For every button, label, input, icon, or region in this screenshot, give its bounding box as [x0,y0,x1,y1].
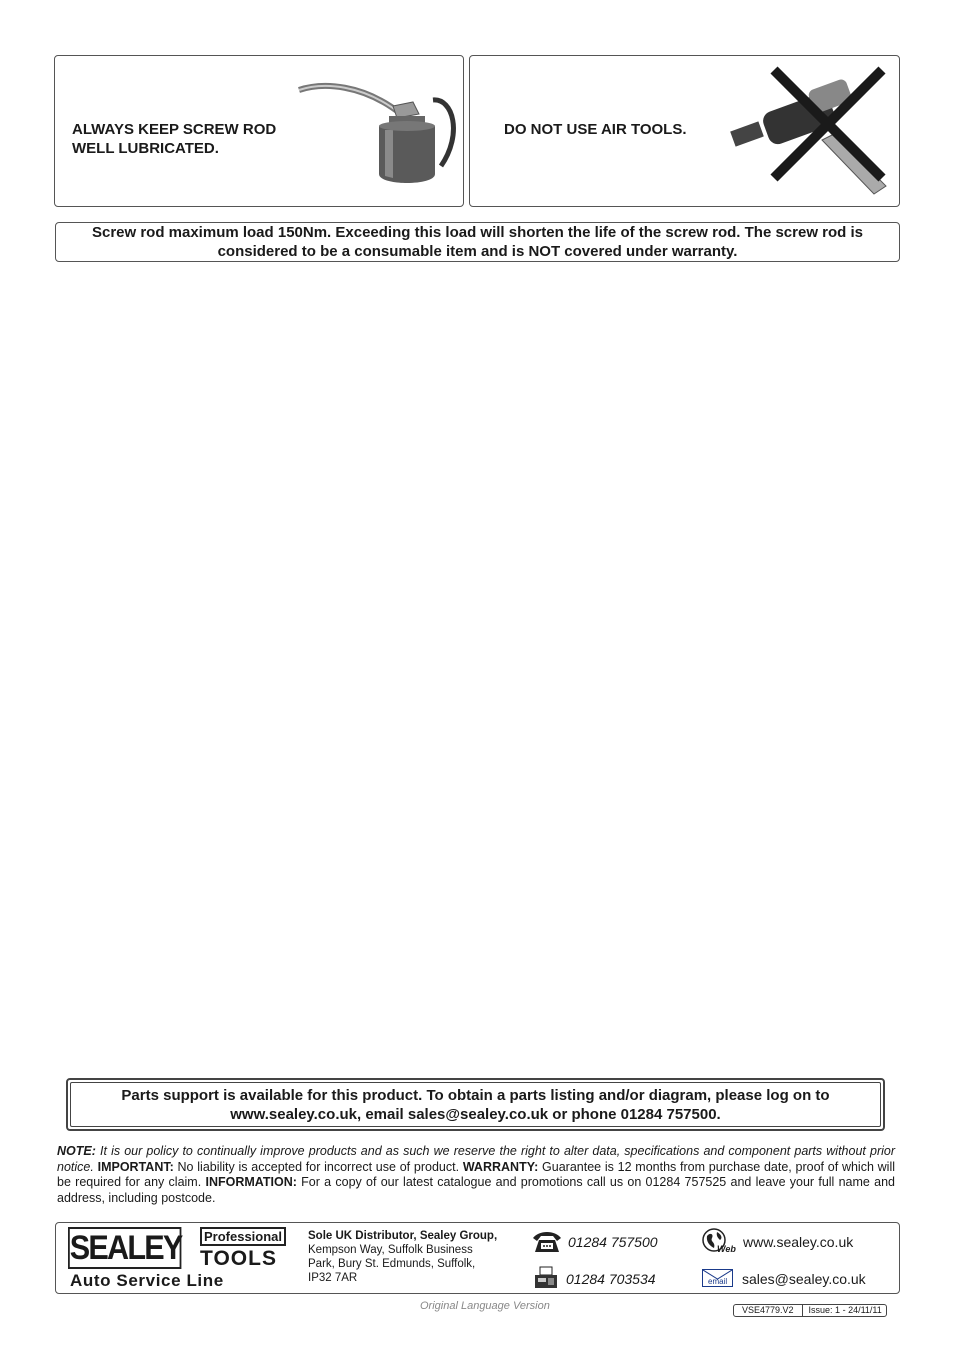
sealey-logo [68,1227,290,1291]
lubricate-text: ALWAYS KEEP SCREW ROD WELL LUBRICATED. [72,121,277,157]
fax-number: 01284 703534 [566,1271,656,1287]
logo-brand: SEALEY [69,1229,182,1267]
air-tool-prohibited-icon [724,64,894,204]
document-reference [733,1304,887,1317]
load-notice: Screw rod maximum load 150Nm. Exceeding this load will shorten the life of the screw rod. The screw rod is considered to be a consumable item and is NOT covered under warranty. [55,222,900,262]
logo-professional: Professional [200,1227,286,1246]
email-envelope-icon [702,1269,733,1287]
air-tools-text: DO NOT USE AIR TOOLS. [504,121,687,138]
web-icon-label: Web [717,1244,736,1254]
parts-support-inner: Parts support is available for this product. To obtain a parts listing and/or diagram, please log on to www.sealey.co.uk, email sales@sealey.co.uk or phone 01284 757500. [70,1082,881,1127]
phone-number: 01284 757500 [568,1234,658,1250]
footer-box [55,1222,900,1294]
parts-support-box [66,1078,885,1131]
original-language-label: Original Language Version [420,1300,550,1312]
logo-tools: TOOLS [200,1247,277,1270]
website[interactable]: www.sealey.co.uk [743,1234,854,1250]
lubricate-panel [54,55,464,207]
document-code: VSE4779.V2 [734,1305,803,1316]
air-tools-panel [469,55,900,207]
email-icon-label: email [708,1277,728,1286]
email-address[interactable]: sales@sealey.co.uk [742,1271,866,1287]
fax-icon [533,1266,559,1290]
telephone-icon [531,1230,563,1254]
issue-date: Issue: 1 - 24/11/11 [808,1305,882,1315]
web-globe-icon [702,1228,738,1256]
logo-tagline: Auto Service Line [70,1271,224,1290]
distributor-address: Sole UK Distributor, Sealey Group, Kempson Way, Suffolk Business Park, Bury St. Edmunds, Suffolk, IP32 7AR [308,1230,498,1284]
oil-can-icon [293,74,463,189]
legal-notice: NOTE: It is our policy to continually improve products and as such we reserve the right to alter data, specifications and component parts without prior notice. IMPORTANT: No liability is accepted for incorrect use of product. WARRANTY: Guarantee is 12 months from purchase date, proof of which will be required for any claim. INFORMATION: For a copy of our latest catalogue and promotions call us on 01284 757525 and leave your full name and address, including postcode. [57,1144,896,1205]
